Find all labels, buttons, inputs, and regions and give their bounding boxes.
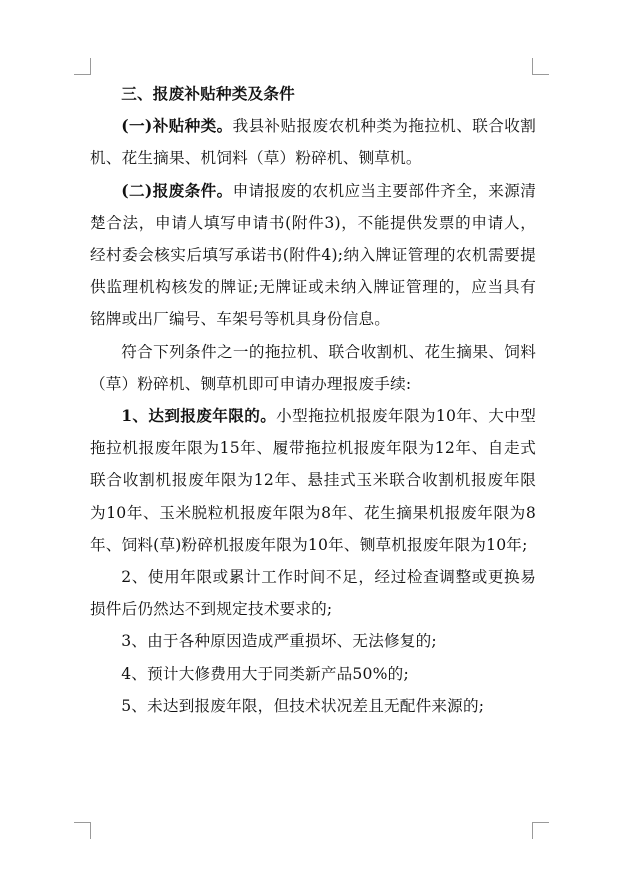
crop-mark-top-right <box>532 58 549 75</box>
paragraph-item-4: 4、预计大修费用大于同类新产品50%的; <box>121 664 409 683</box>
crop-mark-top-left <box>74 58 91 75</box>
subsidy-types-lead: (一)补贴种类。 <box>121 116 233 136</box>
paragraph-subsidy-types <box>90 110 536 174</box>
paragraph-item-3: 3、由于各种原因造成严重损坏、无法修复的; <box>121 632 437 651</box>
subsidy-types-text: 我县补贴报废农机种类为拖拉机、联合收割机、花生摘果、机饲料（草）粉碎机、铡草机。 <box>90 117 536 168</box>
paragraph-scrap-conditions <box>90 175 536 336</box>
paragraph-item-2: 2、使用年限或累计工作时间不足，经过检查调整或更换易损件后仍然达不到规定技术要求的; <box>90 568 536 619</box>
paragraph-item-1 <box>90 400 536 561</box>
document-page <box>90 78 536 722</box>
crop-mark-bottom-left <box>74 822 91 839</box>
section-heading: 三、报废补贴种类及条件 <box>121 84 295 103</box>
paragraph-eligibility-intro: 符合下列条件之一的拖拉机、联合收割机、花生摘果、饲料（草）粉碎机、铡草机即可申请办理报废手续: <box>90 342 536 393</box>
scrap-conditions-lead: (二)报废条件。 <box>121 180 233 200</box>
paragraph-item-5: 5、未达到报废年限，但技术状况差且无配件来源的; <box>121 696 485 715</box>
scrap-conditions-text: 申请报废的农机应当主要部件齐全，来源清楚合法，申请人填写申请书(附件3)，不能提供发票的申请人，经村委会核实后填写承诺书(附件4);纳入牌证管理的农机需要提供监理机构核发的牌证;无牌证或未纳入牌证管理的，应当具有铭牌或出厂编号、车架号等机具身份信息。 <box>90 181 536 329</box>
crop-mark-bottom-right <box>532 822 549 839</box>
item-1-text: 小型拖拉机报废年限为10年、大中型拖拉机报废年限为15年、履带拖拉机报废年限为12年、自走式联合收割机报废年限为12年、悬挂式玉米联合收割机报废年限为10年、玉米脱粒机报废年限为8年、花生摘果机报废年限为8年、饲料(草)粉碎机报废年限为10年、铡草机报废年限为10年; <box>90 407 536 554</box>
item-1-lead: 1、达到报废年限的。 <box>121 406 277 426</box>
